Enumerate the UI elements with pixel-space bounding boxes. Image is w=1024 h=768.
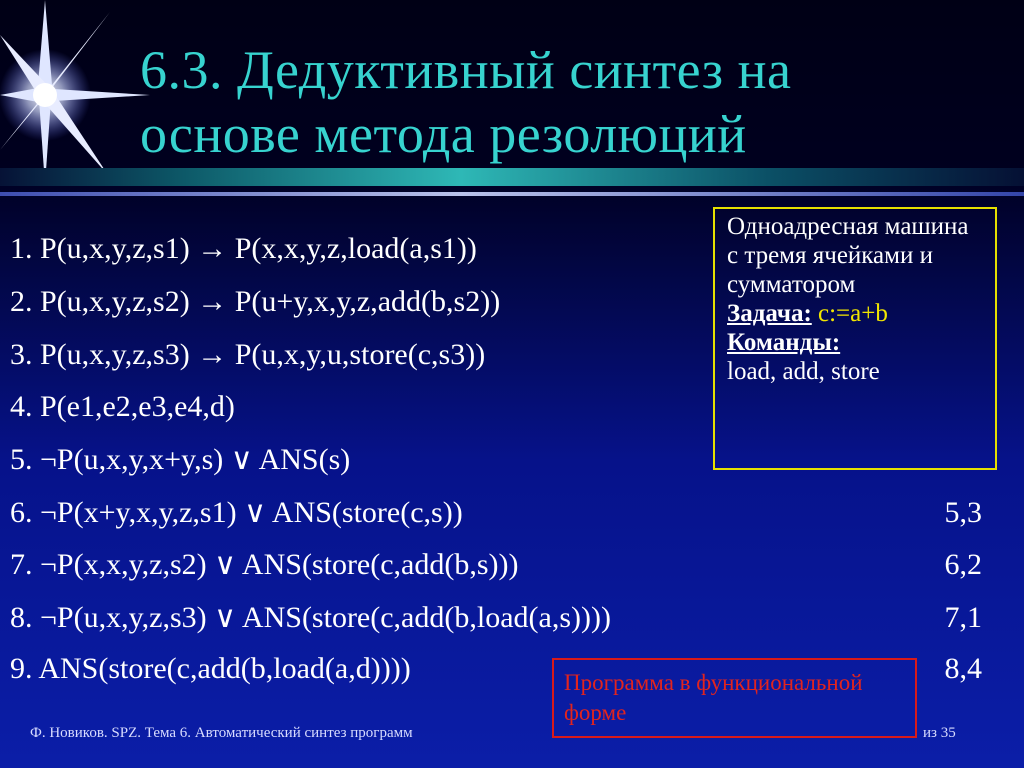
title-divider-line — [0, 192, 1024, 196]
program-note-box — [552, 658, 917, 738]
starburst-decoration — [0, 0, 150, 185]
clause-7: 7. ¬P(x,x,y,z,s2) ∨ ANS(store(c,add(b,s))) — [10, 548, 519, 581]
clause-2: 2. P(u,x,y,z,s2) → P(u+y,x,y,z,add(b,s2)) — [10, 285, 501, 318]
task-row — [727, 299, 983, 328]
clause-1: 1. P(u,x,y,z,s1) → P(x,x,y,z,load(a,s1)) — [10, 232, 477, 265]
program-note-text: Программа в функциональной форме — [564, 670, 863, 725]
commands-label: Команды: — [727, 329, 841, 356]
clause-3: 3. P(u,x,y,z,s3) → P(u,x,y,u,store(c,s3)) — [10, 338, 486, 371]
machine-description: Одноадресная машина с тремя ячейками и сумматором — [727, 213, 969, 298]
clause-9-ref: 8,4 — [944, 652, 982, 685]
title-divider-bar — [0, 168, 1024, 186]
clause-4: 4. P(e1,e2,e3,e4,d) — [10, 390, 235, 423]
title-line-2: основе метода резолюций — [140, 104, 747, 164]
clause-5: 5. ¬P(u,x,y,x+y,s) ∨ ANS(s) — [10, 443, 351, 476]
clause-7-ref: 6,2 — [944, 548, 982, 581]
clause-6-ref: 5,3 — [944, 496, 982, 529]
page-number: из 35 — [923, 725, 956, 741]
footer-text: Ф. Новиков. SPZ. Тема 6. Автоматический синтез программ — [30, 725, 413, 741]
machine-info-box — [713, 207, 997, 470]
clause-8-ref: 7,1 — [944, 601, 982, 634]
clause-6: 6. ¬P(x+y,x,y,z,s1) ∨ ANS(store(c,s)) — [10, 496, 463, 529]
task-value: c:=a+b — [818, 300, 888, 327]
title-line-1: 6.3. Дедуктивный синтез на — [140, 40, 792, 100]
task-label: Задача: — [727, 300, 812, 327]
commands-value: load, add, store — [727, 358, 880, 385]
clause-8: 8. ¬P(u,x,y,z,s3) ∨ ANS(store(c,add(b,load(a,s)))) — [10, 601, 611, 634]
slide-title — [140, 38, 1000, 166]
clause-9: 9. ANS(store(c,add(b,load(a,d)))) — [10, 652, 411, 685]
